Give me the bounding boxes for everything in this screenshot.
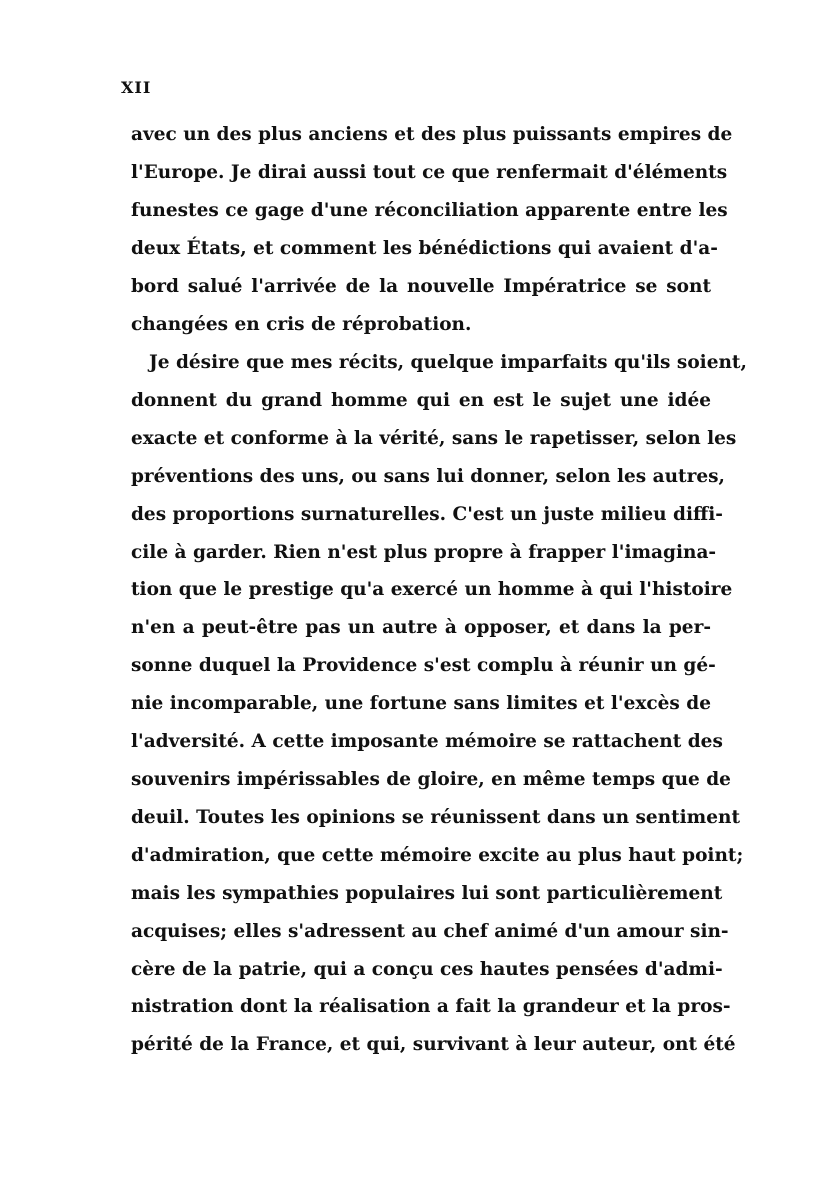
text-line: mais les sympathies populaires lui sont particulièrement xyxy=(131,882,723,904)
text-line: nie incomparable, une fortune sans limites et l'excès de xyxy=(131,693,711,715)
paragraph-1 xyxy=(131,116,733,343)
page-number: XII xyxy=(121,78,152,97)
text-line: deux États, et comment les bénédictions qui avaient d'a- xyxy=(131,237,718,259)
text-line: Je désire que mes récits, quelque imparfaits qu'ils soient, xyxy=(149,352,747,373)
text-line: deuil. Toutes les opinions se réunissent dans un sentiment xyxy=(131,806,741,828)
text-line: l'Europe. Je dirai aussi tout ce que renfermait d'éléments xyxy=(131,161,728,183)
text-line: sonne duquel la Providence s'est complu à réunir un gé- xyxy=(131,655,716,677)
text-line: nistration dont la réalisation a fait la grandeur et la pros- xyxy=(131,996,731,1018)
text-line: avec un des plus anciens et des plus puissants empires de xyxy=(131,124,733,145)
text-line: bord salué l'arrivée de la nouvelle Impératrice se sont xyxy=(131,275,711,297)
text-line: cile à garder. Rien n'est plus propre à frapper l'imagina- xyxy=(131,541,717,563)
text-line: d'admiration, que cette mémoire excite au plus haut point; xyxy=(131,844,744,866)
text-line: des proportions surnaturelles. C'est un juste milieu diffi- xyxy=(131,503,723,525)
paragraph-2 xyxy=(131,344,747,1064)
text-line: acquises; elles s'adressent au chef animé d'un amour sin- xyxy=(131,920,729,942)
text-line: changées en cris de réprobation. xyxy=(131,313,472,335)
text-line: l'adversité. A cette imposante mémoire se rattachent des xyxy=(131,731,723,753)
text-line: donnent du grand homme qui en est le sujet une idée xyxy=(131,389,711,411)
text-line: tion que le prestige qu'a exercé un homme à qui l'histoire xyxy=(131,579,733,601)
text-line: cère de la patrie, qui a conçu ces hautes pensées d'admi- xyxy=(131,958,723,980)
text-line: préventions des uns, ou sans lui donner, selon les autres, xyxy=(131,465,725,487)
text-line: funestes ce gage d'une réconciliation apparente entre les xyxy=(131,199,728,221)
text-line: exacte et conforme à la vérité, sans le rapetisser, selon les xyxy=(131,427,737,449)
text-line: n'en a peut-être pas un autre à opposer, et dans la per- xyxy=(131,617,711,639)
text-line: souvenirs impérissables de gloire, en même temps que de xyxy=(131,768,731,790)
text-line: périté de la France, et qui, survivant à leur auteur, ont été xyxy=(131,1034,736,1056)
